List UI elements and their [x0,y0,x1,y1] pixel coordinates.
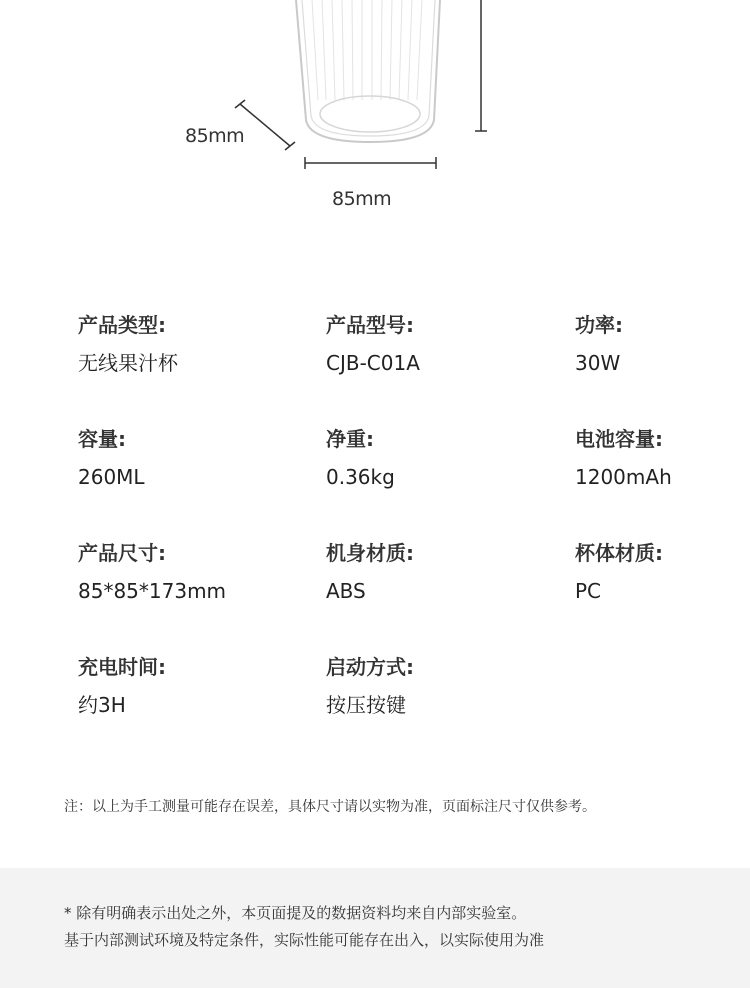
spec-product-model [326,313,566,375]
spec-value: 0.36kg [326,465,395,489]
spec-value: 约3H [78,693,126,717]
spec-value: ABS [326,579,366,603]
measurement-note: 注：以上为手工测量可能存在误差，具体尺寸请以实物为准，页面标注尺寸仅供参考。 [64,799,596,815]
spec-label: 机身材质: [326,541,414,565]
spec-product-type [78,313,318,375]
spec-capacity [78,427,318,489]
spec-label: 产品尺寸: [78,541,166,565]
disclaimer-line: * 除有明确表示出处之外，本页面提及的数据资料均来自内部实验室。 [64,904,527,922]
disclaimer-line: 基于内部测试环境及特定条件，实际性能可能存在出入，以实际使用为准 [64,931,545,949]
spec-start-method [326,655,566,717]
spec-label: 产品型号: [326,313,414,337]
spec-value: 按压按键 [326,693,406,717]
disclaimer-footer [0,868,750,988]
spec-label: 容量: [78,427,126,451]
spec-value: CJB-C01A [326,351,420,375]
spec-value: PC [575,579,602,603]
spec-value: 85*85*173mm [78,579,227,603]
spec-label: 功率: [575,313,623,337]
spec-label: 净重: [326,427,374,451]
cup-ribs [312,0,422,100]
spec-value: 30W [575,351,621,375]
cup-inner-wall [302,0,435,136]
spec-charging-time [78,655,318,717]
spec-battery-capacity [575,427,745,489]
spec-body-material [326,541,566,603]
spec-power [575,313,745,375]
spec-label: 电池容量: [575,427,663,451]
spec-label: 启动方式: [326,655,414,679]
spec-cup-material [575,541,745,603]
spec-net-weight [326,427,566,489]
cup-base [320,96,420,132]
spec-product-size [78,541,318,603]
spec-value: 无线果汁杯 [78,351,178,375]
spec-value: 1200mAh [575,465,672,489]
spec-label: 产品类型: [78,313,166,337]
depth-dimension-line [240,104,290,146]
depth-dimension-label: 85mm [185,125,245,147]
spec-value: 260ML [78,465,145,489]
width-dimension-label: 85mm [332,188,392,210]
spec-label: 充电时间: [78,655,166,679]
spec-label: 杯体材质: [575,541,663,565]
